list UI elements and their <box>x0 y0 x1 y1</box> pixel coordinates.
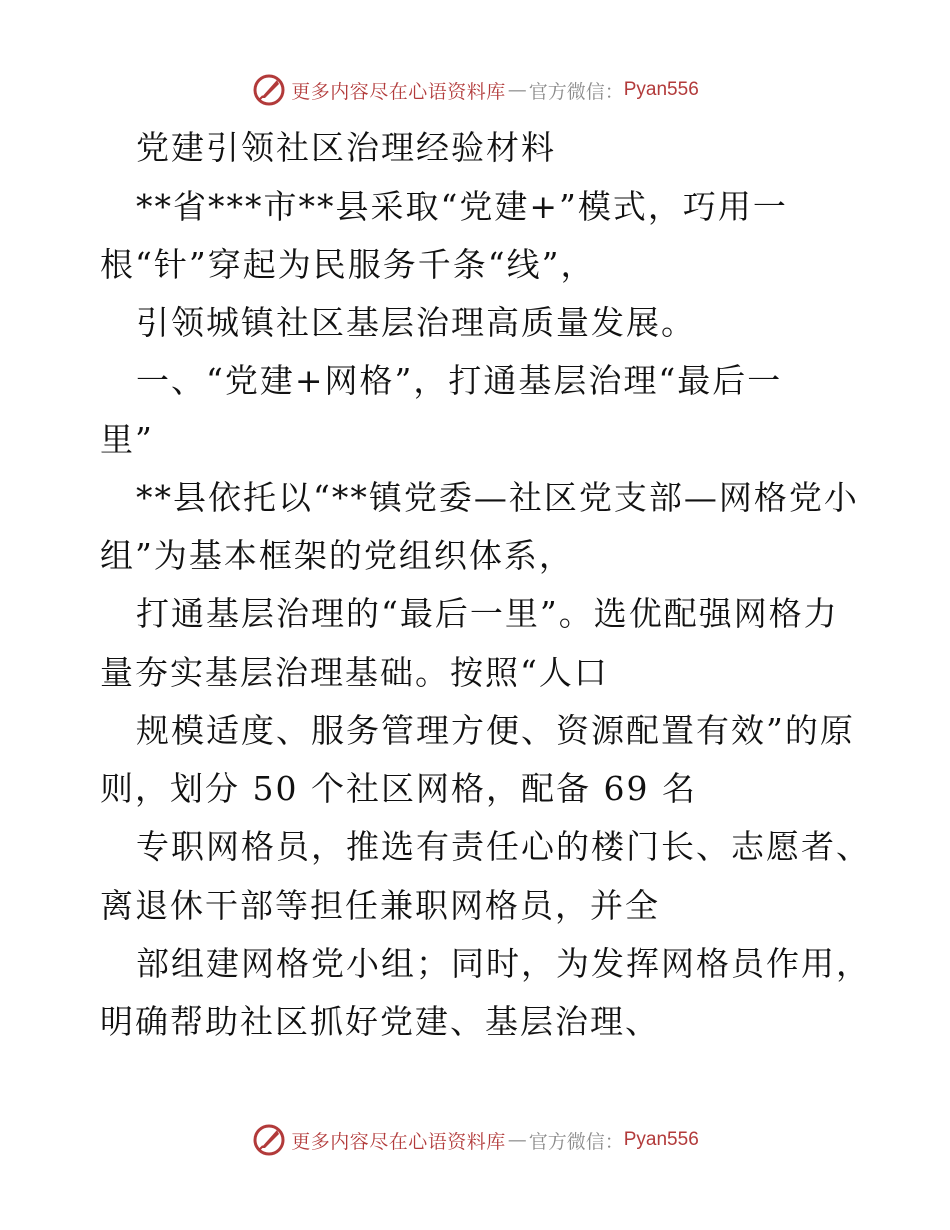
doc-line: 规模适度、服务管理方便、资源配置有效”的原 <box>136 711 855 750</box>
doc-line: 打通基层治理的“最后一里”。选优配强网格力 <box>136 594 839 633</box>
section-heading-cont: 里” <box>100 420 154 459</box>
doc-line: 则，划分 50 个社区网格，配备 69 名 <box>100 769 697 808</box>
doc-line: 离退休干部等担任兼职网格员，并全 <box>100 886 660 925</box>
footer-contact-label: 官方微信： <box>528 1130 624 1153</box>
header-brand-text: 更多内容尽在心语资料库 <box>291 80 506 103</box>
doc-line: 专职网格员，推选有责任心的楼门长、志愿者、 <box>136 827 871 866</box>
doc-title: 党建引领社区治理经验材料 <box>136 128 556 167</box>
footer-separator: — <box>507 1129 527 1151</box>
header-contact-label: 官方微信： <box>528 80 624 103</box>
doc-line: 组”为基本框架的党组织体系， <box>100 536 574 575</box>
header-separator: — <box>507 79 527 101</box>
doc-line: 根“针”穿起为民服务千条“线”， <box>100 245 596 284</box>
doc-line: **县依托以“**镇党委—社区党支部—网格党小 <box>136 478 859 517</box>
section-heading: 一、“党建+网格”，打通基层治理“最后一 <box>136 361 783 400</box>
quill-logo-icon <box>251 1122 287 1158</box>
footer-banner <box>0 1118 950 1162</box>
doc-line: **省***市**县采取“党建+”模式，巧用一 <box>136 187 788 226</box>
doc-line: 量夯实基层治理基础。按照“人口 <box>100 653 609 692</box>
footer-brand-text: 更多内容尽在心语资料库 <box>291 1130 506 1153</box>
footer-contact-id: Pyan556 <box>623 1129 699 1150</box>
doc-line: 引领城镇社区基层治理高质量发展。 <box>136 303 696 342</box>
header-contact-id: Pyan556 <box>623 79 699 100</box>
doc-line: 部组建网格党小组；同时，为发挥网格员作用， <box>136 944 871 983</box>
doc-line: 明确帮助社区抓好党建、基层治理、 <box>100 1002 660 1041</box>
